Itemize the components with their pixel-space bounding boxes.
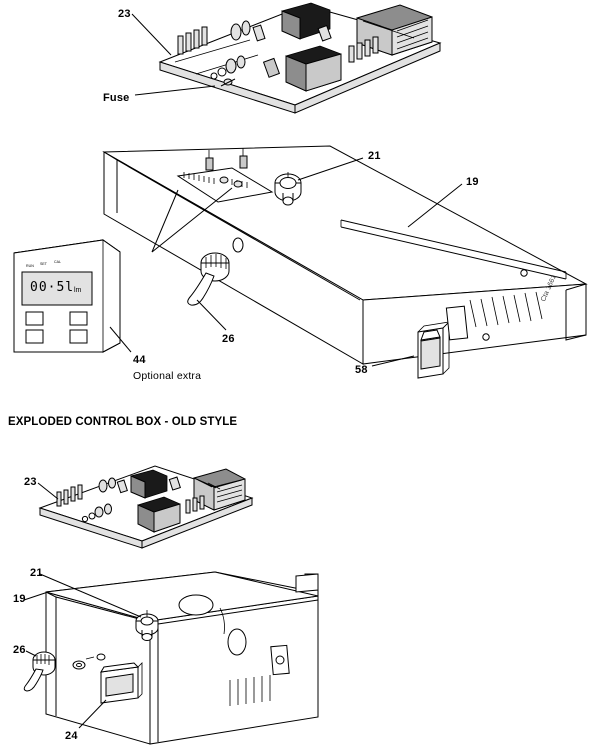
lcd-micro-label-run: RUN bbox=[26, 264, 34, 268]
callout-fuse: Fuse bbox=[103, 92, 130, 104]
callout-21-lower: 21 bbox=[30, 567, 43, 579]
callout-44: 44 bbox=[133, 354, 146, 366]
callout-44-note: Optional extra bbox=[133, 370, 202, 382]
lcd-micro-label-cal: CAL bbox=[54, 260, 61, 264]
callout-23-lower: 23 bbox=[24, 476, 37, 488]
plate-code: Cta 1661 bbox=[540, 274, 558, 303]
callout-26-lower: 26 bbox=[13, 644, 26, 656]
callout-26-top: 26 bbox=[222, 333, 235, 345]
callout-23-top: 23 bbox=[118, 8, 131, 20]
callout-58: 58 bbox=[355, 364, 368, 376]
lcd-micro-label-set: SET bbox=[40, 262, 47, 266]
lower-chassis bbox=[24, 572, 318, 744]
control-box-panel bbox=[104, 146, 586, 378]
lcd-display-value: 00·5l bbox=[30, 280, 75, 295]
chassis-switch-24 bbox=[101, 663, 142, 703]
callout-24-lower: 24 bbox=[65, 730, 78, 742]
callout-19-top: 19 bbox=[466, 176, 479, 188]
section-title-exploded-control-box: EXPLODED CONTROL BOX - OLD STYLE bbox=[8, 416, 238, 428]
lower-pcb-assembly bbox=[38, 466, 252, 548]
lcd-display-unit: lm bbox=[74, 287, 82, 294]
callout-19-lower: 19 bbox=[13, 593, 26, 605]
top-pcb-assembly bbox=[132, 3, 440, 113]
callout-21-top: 21 bbox=[368, 150, 381, 162]
lcd-meter-44 bbox=[14, 240, 131, 352]
